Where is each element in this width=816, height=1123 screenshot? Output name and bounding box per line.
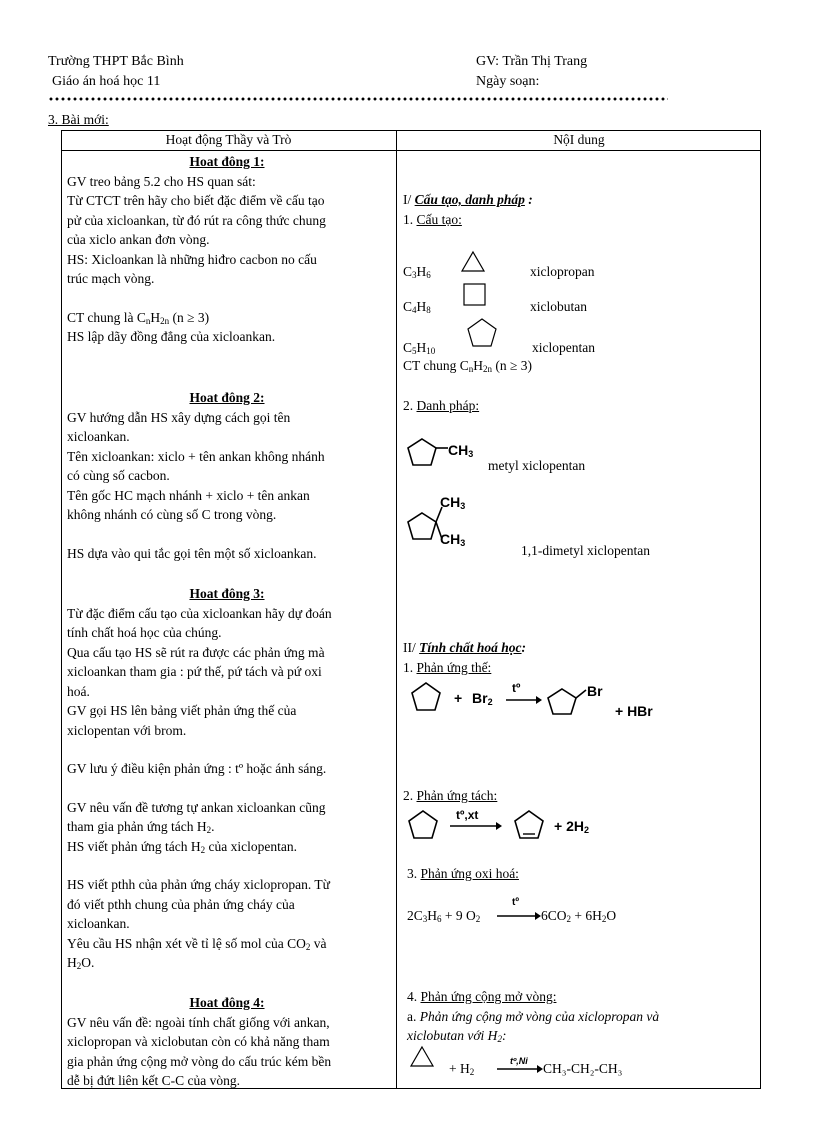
section-title: 3. Bài mới: bbox=[48, 112, 109, 127]
formula-c3h6: $C_3H_6$ bbox=[403, 264, 431, 280]
text-line: tham gia phản ứng tách $H_2$. bbox=[67, 819, 215, 835]
reaction-condition: tº bbox=[512, 897, 519, 908]
cyclopropane-reactant-icon bbox=[410, 1046, 436, 1068]
text-line: không nhánh có cùng số C trong vòng. bbox=[67, 507, 277, 522]
column-header-left: Hoạt động Thầy và Trò bbox=[165, 132, 292, 147]
reaction-arrow-icon bbox=[497, 912, 541, 920]
cyclopentene-icon bbox=[513, 810, 545, 840]
square-ring-icon bbox=[463, 283, 487, 307]
table-header-divider bbox=[61, 150, 761, 151]
text-line: GV gọi HS lên bảng viết phản ứng thế của bbox=[67, 703, 297, 718]
text-line: trúc mạch vòng. bbox=[67, 271, 155, 286]
bromo-substituent: Br bbox=[587, 683, 603, 699]
reaction-plus: + bbox=[454, 690, 463, 706]
name-cyclobutane: xiclobutan bbox=[530, 299, 587, 314]
text-line: HS viết pthh của phản ứng cháy xiclopropan. Từ bbox=[67, 877, 330, 892]
methyl-group-label: $CH_3$ bbox=[448, 442, 474, 459]
text-line: Từ CTCT trên hãy cho biết đặc điểm về cấu tạo bbox=[67, 193, 325, 208]
name-dimethylcyclopentane: 1,1-dimetyl xiclopentan bbox=[521, 543, 650, 558]
text-line: của xiclo ankan đơn vòng. bbox=[67, 232, 210, 247]
bromine-reagent: $Br_2$ bbox=[472, 690, 493, 707]
table-column-divider bbox=[396, 130, 397, 1089]
text-line: xicloankan tham gia : pứ thế, pứ tách và pứ oxi bbox=[67, 664, 322, 679]
text-line: Tên gốc HC mạch nhánh + xiclo + tên ankan bbox=[67, 487, 310, 503]
reaction-arrow-icon bbox=[497, 1065, 543, 1073]
text-line: HS lập dãy đồng đẳng của xicloankan. bbox=[67, 329, 276, 344]
text-line: xicloankan. bbox=[67, 916, 130, 931]
text-line: GV nêu vấn đề: ngoài tính chất giống với ankan, bbox=[67, 1014, 330, 1030]
formula-c4h8: $C_4H_8$ bbox=[403, 299, 431, 315]
hbr-product: + HBr bbox=[615, 703, 653, 719]
text-line: dễ bị đứt liên kết C-C của vòng. bbox=[67, 1073, 241, 1088]
name-cyclopropane: xiclopropan bbox=[530, 264, 595, 279]
text-line: Từ đặc điểm cấu tạo của xicloankan hãy dự đoán bbox=[67, 605, 332, 621]
name-cyclopentane: xiclopentan bbox=[532, 340, 595, 355]
text-line: HS viết phản ứng tách $H_2$ của xiclopentan. bbox=[67, 838, 298, 855]
text-line: GV nêu vấn đề tương tự ankan xicloankan cũng bbox=[67, 799, 326, 815]
text-line: tính chất hoá học của chúng. bbox=[67, 625, 222, 640]
text-line: xiclopropan và xiclobutan còn có khả năng tham bbox=[67, 1034, 330, 1049]
ring-opening-subtitle-cont: xiclobutan với $H_2$: bbox=[407, 1028, 507, 1044]
hydrogen-product: + $2H_2$ bbox=[554, 818, 589, 835]
formula-c5h10: $C_5H_{10}$ bbox=[403, 340, 436, 356]
text-line: Yêu cầu HS nhận xét về tỉ lệ số mol của $CO_2$ và bbox=[67, 935, 327, 952]
general-formula-right: CT chung $C_nH_{2n}$ (n ≥ 3) bbox=[403, 358, 533, 374]
activity-1 bbox=[67, 152, 387, 347]
school-name: Trường THPT Bắc Bình bbox=[48, 54, 184, 69]
reaction-arrow-icon bbox=[450, 822, 502, 830]
subject-title: Giáo án hoá học 11 bbox=[52, 74, 161, 89]
name-methylcyclopentane: metyl xiclopentan bbox=[488, 458, 586, 473]
text-line: xiclopentan với brom. bbox=[67, 722, 187, 738]
teacher-name: GV: Trần Thị Trang bbox=[476, 54, 588, 69]
activity-2-title: Hoat đông 2: bbox=[189, 390, 265, 405]
triangle-ring-icon bbox=[461, 251, 487, 273]
text-line: GV hướng dẫn HS xây dựng cách gọi tên bbox=[67, 409, 291, 425]
section-structure-title: I/ Cấu tạo, danh pháp : bbox=[403, 192, 533, 207]
reaction-condition: tº,Ni bbox=[510, 1056, 528, 1066]
text-line: HS dựa vào qui tắc gọi tên một số xicloankan. bbox=[67, 545, 317, 561]
text-line: Tên xicloankan: xiclo + tên ankan không nhánh bbox=[67, 448, 325, 464]
text-line: đó viết pthh chung của phản ứng cháy của bbox=[67, 896, 295, 912]
reaction-condition: tº bbox=[512, 681, 521, 695]
activity-2 bbox=[67, 388, 387, 563]
reaction-arrow-icon bbox=[506, 696, 542, 704]
activity-3-title: Hoat đông 3: bbox=[189, 586, 265, 601]
ring-opening-subtitle: a. Phản ứng cộng mở vòng của xiclopropan và bbox=[407, 1009, 660, 1024]
reaction-ring-opening-title: 4. Phản ứng cộng mở vòng: bbox=[407, 989, 557, 1004]
text-line: pử của xicloankan, từ đó rút ra công thức chung bbox=[67, 212, 326, 228]
text-line: $H_2O$. bbox=[67, 955, 95, 971]
text-line: GV lưu ý điều kiện phản ứng : tº hoặc ánh sáng. bbox=[67, 761, 327, 776]
subsection-nomenclature: 2. Danh pháp: bbox=[403, 398, 480, 413]
text-line: gia phản ứng cộng mở vòng do cấu trúc kém bền bbox=[67, 1053, 332, 1069]
pentagon-ring-icon bbox=[466, 318, 498, 348]
activity-4-title: Hoat đông 4: bbox=[189, 995, 265, 1010]
combustion-equation-rhs: $6CO_2 + 6H_2O$ bbox=[541, 908, 617, 924]
column-header-right: NộI dung bbox=[553, 132, 605, 147]
reactant-cyclopentane-icon bbox=[410, 682, 442, 712]
text-line: GV treo bảng 5.2 cho HS quan sát: bbox=[67, 173, 256, 189]
text-line: có cùng số cacbon. bbox=[67, 468, 170, 483]
section-properties-title: II/ Tính chất hoá học: bbox=[403, 640, 527, 655]
text-line: hoá. bbox=[67, 683, 90, 699]
activity-3 bbox=[67, 584, 387, 973]
dotted-divider bbox=[48, 97, 668, 101]
text-line: xicloankan. bbox=[67, 429, 130, 444]
methyl-group-label-bottom: $CH_3$ bbox=[440, 531, 466, 548]
methyl-group-label-top: $CH_3$ bbox=[440, 494, 466, 511]
reaction-elimination-title: 2. Phản ứng tách: bbox=[403, 788, 498, 803]
bromocyclopentane-structure bbox=[546, 686, 586, 716]
propane-product: CH₃-CH₂-CH₃ bbox=[543, 1061, 623, 1076]
date-label: Ngày soạn: bbox=[476, 74, 540, 89]
reaction-condition: tº,xt bbox=[456, 808, 479, 822]
reactant-cyclopentane-icon bbox=[407, 810, 439, 840]
hydrogen-reagent: + $H_2$ bbox=[449, 1061, 475, 1077]
reaction-oxidation-title: 3. Phản ứng oxi hoá: bbox=[407, 866, 519, 881]
activity-1-title: Hoat đông 1: bbox=[189, 154, 265, 169]
activity-4 bbox=[67, 993, 387, 1091]
subsection-structure: 1. Cấu tạo: bbox=[403, 212, 462, 227]
general-formula: CT chung là $C_nH_{2n}$ (n ≥ 3) bbox=[67, 309, 210, 326]
reaction-substitution-title: 1. Phản ứng thế: bbox=[403, 660, 492, 675]
text-line: HS: Xicloankan là những hiđro cacbon no cấu bbox=[67, 251, 317, 267]
text-line: Qua cấu tạo HS sẽ rút ra được các phản ứng mà bbox=[67, 644, 325, 660]
combustion-equation-lhs: $2C_3H_6 + 9$ $O_2$ bbox=[407, 908, 481, 924]
